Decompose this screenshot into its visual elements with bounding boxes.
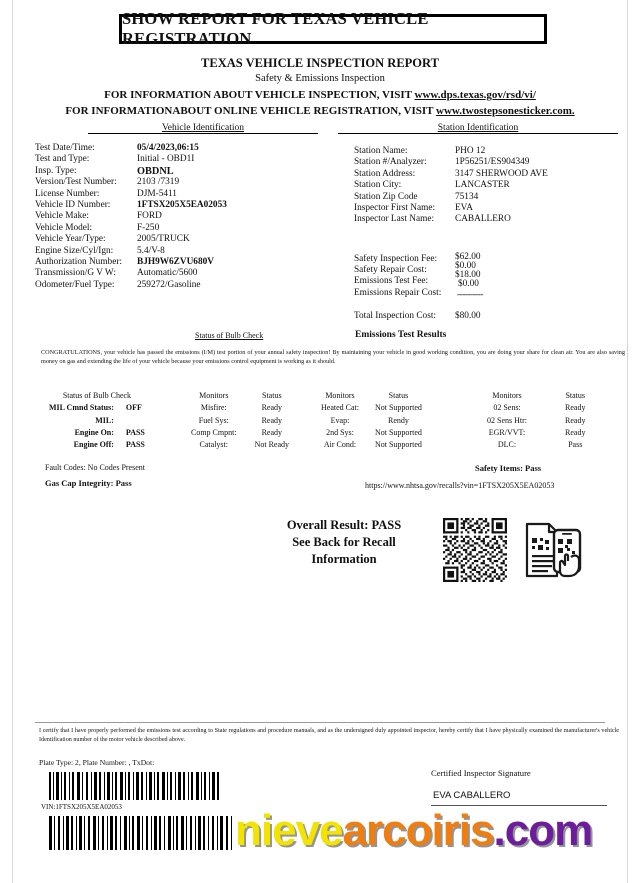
vehicle-section-header: Vehicle Identification bbox=[88, 123, 318, 134]
table-row: 02 Sens Htr: Ready bbox=[487, 415, 586, 425]
banner-title: SHOW REPORT FOR TEXAS VEHICLE REGISTRATION bbox=[122, 9, 429, 48]
document-phone-scan-icon bbox=[521, 518, 589, 582]
fee-label-row: Safety Repair Cost: bbox=[354, 265, 427, 276]
total-inspection-cost-row: Total Inspection Cost: $80.00 bbox=[354, 311, 481, 321]
table-header-row: Monitors Status bbox=[492, 391, 585, 400]
table-row: Heated Cat: Not Supported bbox=[321, 403, 422, 413]
vehicle-row: Vehicle Make: FORD bbox=[35, 211, 162, 222]
signature-caption: Certified Inspector Signature bbox=[431, 768, 531, 778]
table-row: MIL: bbox=[95, 415, 114, 425]
fee-label-row: Emissions Repair Cost: bbox=[354, 287, 442, 298]
fee-label-list bbox=[354, 254, 441, 299]
station-identification-list bbox=[354, 146, 548, 226]
vehicle-row: Transmission/G V W: Automatic/5600 bbox=[35, 268, 198, 279]
table-row: MIL Cmnd Status: OFF bbox=[49, 403, 142, 413]
table-row: Evap: Rendy bbox=[330, 415, 409, 425]
table-row: DLC: Pass bbox=[497, 440, 583, 450]
dps-link[interactable]: www.dps.texas.gov/rsd/vi/ bbox=[414, 89, 536, 101]
watermark-part1: nieve bbox=[235, 806, 343, 855]
barcode-top bbox=[47, 772, 223, 800]
fee-label-row: Safety Inspection Fee: bbox=[354, 254, 438, 264]
report-subtitle: Safety & Emissions Inspection bbox=[255, 73, 385, 84]
report-title: TEXAS VEHICLE INSPECTION REPORT bbox=[201, 56, 439, 70]
table-row: Air Cond: Not Supported bbox=[323, 440, 422, 450]
vehicle-row: Test and Type: Initial - OBD1I bbox=[35, 154, 195, 165]
table-row: Engine Off: PASS bbox=[73, 440, 145, 450]
vehicle-row: Authorization Number: BJH9W6ZVU680V bbox=[35, 257, 214, 268]
table-row: EGR/VVT: Ready bbox=[488, 427, 586, 437]
banner-title-box bbox=[119, 9, 547, 48]
table-header-row: Monitors Status bbox=[325, 391, 409, 400]
station-row: Inspector Last Name: CABALLERO bbox=[354, 214, 511, 225]
fault-codes-text: Fault Codes: No Codes Present bbox=[45, 463, 145, 472]
station-row: Station Zip Code 75134 bbox=[354, 191, 479, 202]
station-row: Inspector First Name: EVA bbox=[354, 203, 473, 214]
fee-value-safety-inspection: $62.00 bbox=[455, 252, 481, 262]
table-row: Comp Cmpnt: Ready bbox=[191, 427, 282, 437]
plate-info-line: Plate Type: 2, Plate Number: , TxDot: bbox=[39, 758, 155, 767]
certification-statement: I certify that I have properly performed the emissions test according to State regulations and procedure manuals, and as the undersigned duly appointed inspector, hereby certify that I have physically examined the manufacturer's vehicle Identification number of the motor vehicle described above. bbox=[39, 728, 619, 743]
fee-label-row: Emissions Test Fee: bbox=[354, 276, 429, 287]
info-line-registration bbox=[13, 105, 627, 117]
barcode-bottom bbox=[47, 816, 235, 850]
inspector-signature-name: EVA CABALLERO bbox=[433, 790, 511, 801]
vehicle-row: Test Date/Time: 05/4/2023,06:15 bbox=[35, 143, 199, 153]
info-line-inspection-text: FOR INFORMATION ABOUT VEHICLE INSPECTION, VISIT bbox=[104, 89, 415, 101]
station-row: Station City: LANCASTER bbox=[354, 180, 510, 191]
table-row: Fuel Sys: Ready bbox=[198, 415, 282, 425]
vehicle-row: License Number: DJM-5411 bbox=[35, 188, 177, 199]
document-page bbox=[12, 0, 628, 883]
overall-result-line2: See Back for Recall bbox=[292, 535, 396, 549]
watermark-part3: .com bbox=[493, 806, 593, 855]
fee-value-emissions-repair: $0.00 bbox=[458, 279, 479, 289]
table-row: Misfire: Ready bbox=[200, 403, 282, 413]
gas-cap-integrity-text: Gas Cap Integrity: Pass bbox=[45, 478, 132, 488]
fee-value-safety-repair: $0.00 bbox=[455, 261, 476, 271]
safety-items-text: Safety Items: Pass bbox=[475, 463, 542, 473]
station-row: Station Name: PHO 12 bbox=[354, 146, 486, 156]
monitors-table-group1 bbox=[189, 390, 291, 451]
vehicle-row: Vehicle Year/Type: 2005/TRUCK bbox=[35, 234, 190, 245]
congratulations-text: CONGRATULATIONS, your vehicle has passed the emissions (I/M) test portion of your annual safety inspection! By maintaining your vehicle in good working condition, you are doing your share for clean air. You are also saving money on gas and extending the life of your vehicle because your emissions control equipment is working as it should. bbox=[41, 349, 625, 365]
table-header-row: Status of Bulb Check bbox=[62, 391, 132, 400]
monitors-table-group3 bbox=[473, 390, 587, 451]
station-section-header: Station Identification bbox=[338, 123, 618, 134]
vehicle-identification-list bbox=[35, 143, 227, 291]
vehicle-row: Odometer/Fuel Type: 259272/Gasoline bbox=[35, 279, 201, 290]
vehicle-row: Insp. Type: OBDNL bbox=[35, 165, 174, 177]
table-row: 02 Sens: Ready bbox=[493, 403, 586, 413]
vin-barcode-label: VIN:1FTSX205X5EA02053 bbox=[41, 803, 122, 811]
table-row: Catalyst: Not Ready bbox=[199, 440, 289, 450]
bulb-check-table bbox=[47, 390, 147, 451]
table-header-row: Monitors Status bbox=[199, 391, 282, 400]
info-line-inspection bbox=[13, 89, 627, 101]
fee-value-emissions-test: $18.00 bbox=[455, 270, 481, 280]
station-row: Station #/Analyzer: 1P56251/ES904349 bbox=[354, 157, 530, 168]
monitors-table-group2 bbox=[319, 390, 424, 451]
fee-value-dashes: ---------- bbox=[457, 290, 483, 300]
overall-result-line1: Overall Result: PASS bbox=[286, 518, 402, 532]
watermark-part2: arcoiris bbox=[342, 806, 494, 855]
vehicle-row: Engine Size/Cyl/Ign: 5.4/V-8 bbox=[35, 245, 165, 256]
bulb-check-header-top: Status of Bulb Check bbox=[195, 331, 264, 340]
emissions-test-results-header: Emissions Test Results bbox=[355, 330, 447, 340]
table-row: 2nd Sys: Not Supported bbox=[326, 427, 422, 437]
qr-code-icon bbox=[443, 518, 507, 582]
overall-result-block bbox=[269, 517, 419, 568]
overall-result-line3: Information bbox=[311, 552, 377, 566]
station-row: Station Address: 3147 SHERWOOD AVE bbox=[354, 168, 548, 179]
vehicle-row: Vehicle Model: F-250 bbox=[35, 222, 160, 233]
watermark bbox=[235, 806, 592, 856]
vehicle-row: Vehicle ID Number: 1FTSX205X5EA02053 bbox=[35, 200, 227, 211]
twostep-link[interactable]: www.twostepsonesticker.com. bbox=[436, 105, 575, 117]
info-line-registration-text: FOR INFORMATIONABOUT ONLINE VEHICLE REGISTRATION, VISIT bbox=[65, 105, 437, 117]
table-row: Engine On: PASS bbox=[74, 427, 145, 437]
nhtsa-recall-url[interactable]: https://www.nhtsa.gov/recalls?vin=1FTSX205X5EA02053 bbox=[365, 481, 555, 490]
vehicle-row: Version/Test Number: 2103 /7319 bbox=[35, 177, 180, 188]
